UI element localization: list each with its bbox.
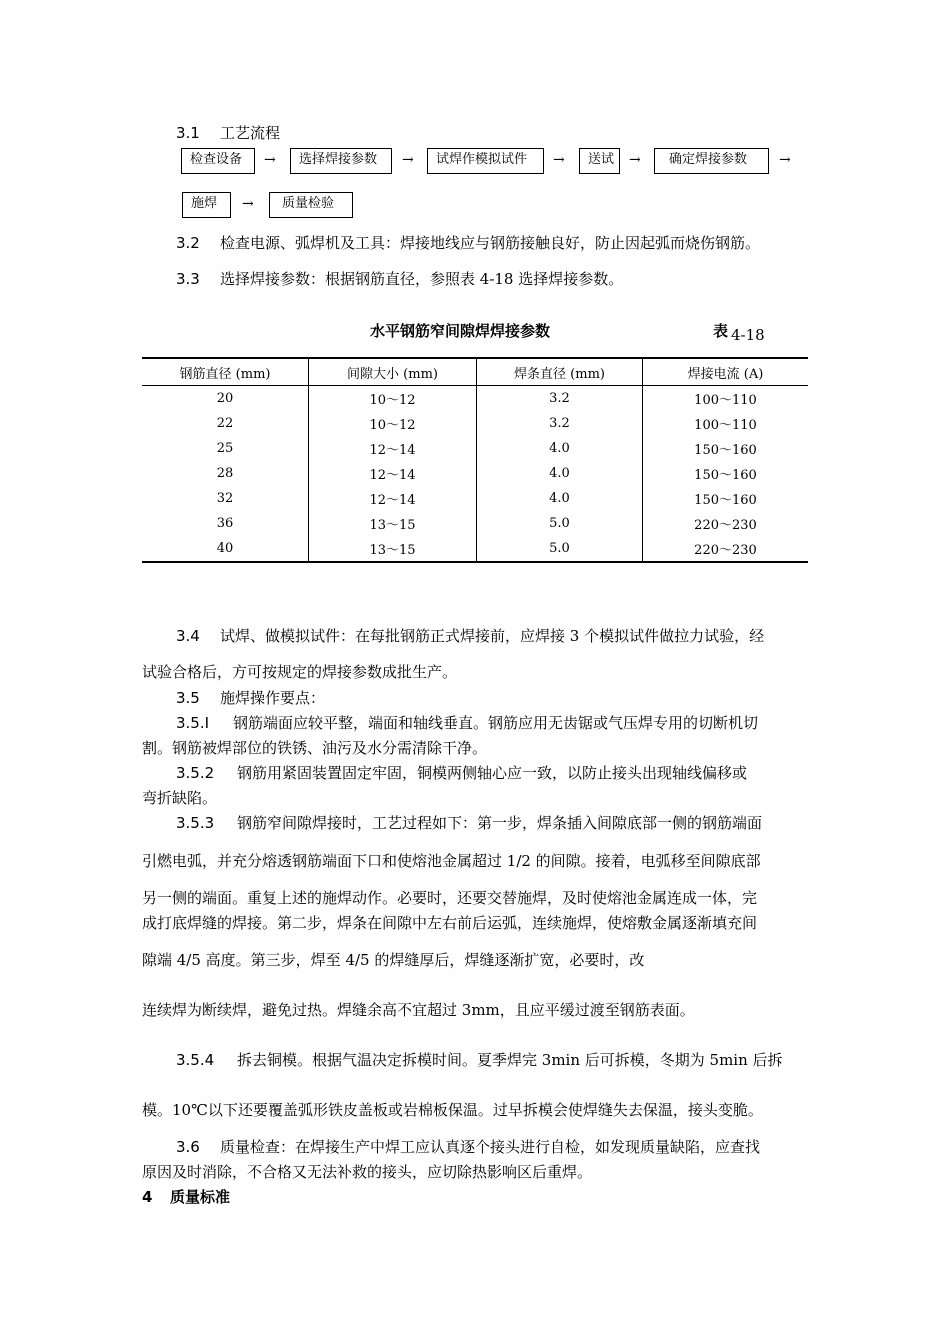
section-4-number: 4 bbox=[142, 1188, 153, 1206]
section-3-6-line-1: 质量检查：在焊接生产中焊工应认真逐个接头进行自检，如发现质量缺陷，应查找 bbox=[220, 1138, 761, 1156]
table-row bbox=[142, 486, 808, 511]
section-3-1-number: 3.1 bbox=[176, 124, 200, 142]
cell-bar-diameter: 25 bbox=[216, 441, 234, 456]
cell-welding-current: 150～160 bbox=[643, 461, 809, 486]
table-row bbox=[142, 461, 808, 486]
cell-electrode-diameter: 4.0 bbox=[477, 461, 643, 486]
cell-gap-size: 13～15 bbox=[309, 511, 477, 536]
section-3-3-text: 选择焊接参数：根据钢筋直径，参照表 4-18 选择焊接参数。 bbox=[220, 270, 624, 288]
flow-arrow-icon: → bbox=[242, 196, 254, 212]
table-label: 表 bbox=[713, 322, 729, 340]
section-3-5-2-line-2: 弯折缺陷。 bbox=[142, 789, 218, 807]
cell-bar-diameter: 40 bbox=[142, 536, 309, 562]
section-3-5-3-line-1: 钢筋窄间隙焊接时，工艺过程如下：第一步，焊条插入间隙底部一侧的钢筋端面 bbox=[237, 814, 763, 832]
cell-welding-current: 150～160 bbox=[643, 436, 809, 461]
section-3-5-4-number: 3.5.4 bbox=[176, 1051, 215, 1069]
flow-step-quality-inspection: 质量检验 bbox=[269, 192, 353, 218]
table-title: 水平钢筋窄间隙焊焊接参数 bbox=[370, 322, 551, 340]
table-row bbox=[142, 436, 808, 461]
cell-electrode-diameter: 5.0 bbox=[477, 511, 643, 536]
cell-bar-diameter: 36 bbox=[216, 516, 234, 531]
flow-arrow-icon: → bbox=[264, 152, 276, 168]
cell-electrode-diameter: 3.2 bbox=[477, 386, 643, 412]
section-3-5-3-line-4: 成打底焊缝的焊接。第二步，焊条在间隙中左右前后运弧，连续施焊，使熔敷金属逐渐填充间 bbox=[142, 914, 758, 932]
flow-step-check-equipment: 检查设备 bbox=[181, 148, 255, 174]
section-3-5-2-number: 3.5.2 bbox=[176, 764, 215, 782]
cell-welding-current: 100～110 bbox=[643, 386, 809, 412]
cell-welding-current: 220～230 bbox=[643, 536, 809, 562]
cell-gap-size: 10～12 bbox=[309, 411, 477, 436]
section-4-title: 质量标准 bbox=[170, 1188, 231, 1206]
flow-step-submit-test: 送试 bbox=[579, 148, 620, 174]
section-3-5-4-line-1: 拆去铜模。根据气温决定拆模时间。夏季焊完 3min 后可拆模，冬期为 5min 后拆 bbox=[237, 1051, 783, 1069]
section-3-6-line-2: 原因及时消除，不合格又无法补救的接头，应切除热影响区后重焊。 bbox=[142, 1163, 593, 1181]
cell-bar-diameter: 32 bbox=[216, 491, 234, 506]
cell-gap-size: 13～15 bbox=[309, 536, 477, 562]
cell-gap-size: 10～12 bbox=[309, 386, 477, 412]
header-gap-size: 间隙大小 (mm) bbox=[309, 358, 477, 386]
header-bar-diameter: 钢筋直径 (mm) bbox=[142, 358, 309, 386]
cell-electrode-diameter: 5.0 bbox=[477, 536, 643, 562]
flow-arrow-icon: → bbox=[553, 152, 565, 168]
cell-bar-diameter: 28 bbox=[216, 466, 234, 481]
section-3-5-3-line-2: 引燃电弧，并充分熔透钢筋端面下口和使熔池金属超过 1/2 的间隙。接着，电弧移至间隙底部 bbox=[142, 852, 761, 870]
table-header-row bbox=[142, 358, 808, 386]
section-3-2-number: 3.2 bbox=[176, 234, 200, 252]
flow-step-trial-weld: 试焊作模拟试件 bbox=[427, 148, 544, 174]
table-label-number: 4-18 bbox=[731, 326, 765, 344]
flow-arrow-icon: → bbox=[779, 152, 791, 168]
section-3-5-3-line-5: 隙端 4/5 高度。第三步，焊至 4/5 的焊缝厚后，焊缝逐渐扩宽，必要时，改 bbox=[142, 951, 645, 969]
cell-welding-current: 220～230 bbox=[643, 511, 809, 536]
welding-parameters-table bbox=[142, 357, 808, 563]
section-3-1-title: 工艺流程 bbox=[220, 124, 281, 142]
table-row bbox=[142, 511, 808, 536]
cell-gap-size: 12～14 bbox=[309, 461, 477, 486]
cell-electrode-diameter: 3.2 bbox=[477, 411, 643, 436]
section-3-5-text: 施焊操作要点： bbox=[220, 689, 326, 707]
cell-gap-size: 12～14 bbox=[309, 436, 477, 461]
flow-arrow-icon: → bbox=[402, 152, 414, 168]
section-3-3-number: 3.3 bbox=[176, 270, 200, 288]
section-3-5-3-line-6: 连续焊为断续焊，避免过热。焊缝余高不宜超过 3mm，且应平缓过渡至钢筋表面。 bbox=[142, 1001, 695, 1019]
flow-step-select-parameters: 选择焊接参数 bbox=[290, 148, 392, 174]
header-electrode-diameter: 焊条直径 (mm) bbox=[477, 358, 643, 386]
section-3-4-line-1: 试焊、做模拟试件：在每批钢筋正式焊接前，应焊接 3 个模拟试件做拉力试验，经 bbox=[220, 627, 765, 645]
cell-electrode-diameter: 4.0 bbox=[477, 436, 643, 461]
section-3-5-2-line-1: 钢筋用紧固装置固定牢固，铜模两侧轴心应一致，以防止接头出现轴线偏移或 bbox=[237, 764, 748, 782]
cell-bar-diameter: 22 bbox=[216, 416, 234, 431]
section-3-5-number: 3.5 bbox=[176, 689, 200, 707]
header-welding-current: 焊接电流 (A) bbox=[643, 358, 809, 386]
section-3-5-1-line-1: 钢筋端面应较平整，端面和轴线垂直。钢筋应用无齿锯或气压焊专用的切断机切 bbox=[233, 714, 759, 732]
table-row bbox=[142, 536, 808, 562]
section-3-5-3-line-3: 另一侧的端面。重复上述的施焊动作。必要时，还要交替施焊，及时使熔池金属连成一体，完 bbox=[142, 889, 758, 907]
section-3-5-4-line-2: 模。10℃以下还要覆盖弧形铁皮盖板或岩棉板保温。过早拆模会使焊缝失去保温，接头变脆。 bbox=[142, 1101, 763, 1119]
cell-welding-current: 150～160 bbox=[643, 486, 809, 511]
flow-step-welding: 施焊 bbox=[182, 192, 231, 218]
cell-electrode-diameter: 4.0 bbox=[477, 486, 643, 511]
cell-bar-diameter: 20 bbox=[216, 391, 234, 406]
section-3-2-text: 检查电源、弧焊机及工具：焊接地线应与钢筋接触良好，防止因起弧而烧伤钢筋。 bbox=[220, 234, 761, 252]
flow-step-confirm-parameters: 确定焊接参数 bbox=[654, 148, 769, 174]
table-row bbox=[142, 386, 808, 412]
section-3-6-number: 3.6 bbox=[176, 1138, 200, 1156]
section-3-4-number: 3.4 bbox=[176, 627, 200, 645]
cell-welding-current: 100～110 bbox=[643, 411, 809, 436]
cell-gap-size: 12～14 bbox=[309, 486, 477, 511]
flow-arrow-icon: → bbox=[629, 152, 641, 168]
section-3-5-1-line-2: 割。钢筋被焊部位的铁锈、油污及水分需清除干净。 bbox=[142, 739, 488, 757]
section-3-5-3-number: 3.5.3 bbox=[176, 814, 215, 832]
table-row bbox=[142, 411, 808, 436]
section-3-4-line-2: 试验合格后，方可按规定的焊接参数成批生产。 bbox=[142, 663, 458, 681]
section-3-5-1-number: 3.5.Ⅰ bbox=[176, 714, 210, 732]
